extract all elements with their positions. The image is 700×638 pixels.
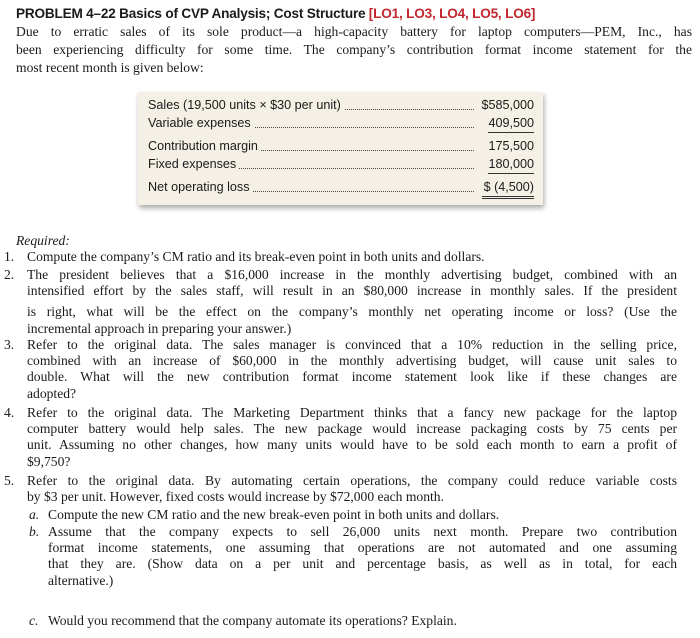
- question-number: 5.: [4, 473, 15, 488]
- row-value: $585,000: [481, 98, 534, 112]
- row-label: Variable expenses: [148, 115, 254, 132]
- subpart-line: Assume that the company expects to sell 26,000 units next month. Prepare two contribution: [48, 524, 677, 539]
- question-line: double. What will the new contribution format income statement look like if these changes are: [27, 369, 677, 385]
- statement-row-contribution-margin: [148, 138, 534, 155]
- subpart-text: [48, 507, 677, 523]
- row-value: 180,000: [488, 156, 534, 174]
- subpart-line: format income statements, one assuming that operations are not automated and one assuming: [48, 540, 677, 556]
- row-label: Fixed expenses: [148, 156, 239, 173]
- question-text: [27, 405, 677, 470]
- subpart-text: [48, 613, 677, 629]
- intro-line: most recent month is given below:: [16, 60, 204, 75]
- statement-row-sales: [148, 97, 534, 114]
- subpart-letter: c.: [29, 613, 39, 628]
- row-value: 175,500: [488, 139, 534, 153]
- subpart-line: Would you recommend that the company automate its operations? Explain.: [48, 613, 457, 628]
- subpart-line: alternative.): [48, 572, 114, 588]
- question-line: is right, what will be the effect on the company’s monthly net operating income or loss? (Use the: [27, 304, 677, 320]
- question-line: intensified effort by the sales staff, will result in an $80,000 increase in monthly sales. If the president: [27, 283, 677, 299]
- subpart-line: that they are. (Show data on a per unit and percentage basis, as well as in total, for each: [48, 556, 677, 572]
- question-line: The president believes that a $16,000 increase in the monthly advertising budget, combined with an: [27, 267, 677, 282]
- question-line: by $3 per unit. However, fixed costs would increase by $72,000 each month.: [27, 489, 444, 505]
- subpart-letter: b.: [29, 524, 40, 539]
- question-line: $9,750?: [27, 453, 71, 469]
- row-value: 409,500: [488, 115, 534, 133]
- question-line: Compute the company’s CM ratio and its break-even point in both units and dollars.: [27, 249, 485, 264]
- question-line: Refer to the original data. By automating certain operations, the company could reduce variable costs: [27, 473, 677, 488]
- problem-intro: [16, 23, 692, 77]
- statement-row-net-operating-loss: [148, 179, 534, 196]
- question-number: 4.: [4, 405, 15, 420]
- subpart-text: [48, 524, 677, 589]
- question-text: [27, 473, 677, 505]
- row-value: $ (4,500): [482, 179, 534, 199]
- intro-line: Due to erratic sales of its sole product—a high-capacity battery for laptop computers—PEM, Inc., has: [16, 24, 692, 39]
- learning-objectives: [LO1, LO3, LO4, LO5, LO6]: [368, 6, 536, 21]
- problem-heading: [16, 5, 692, 77]
- question-number: 1.: [4, 249, 15, 264]
- question-line: incremental approach in preparing your answer.): [27, 320, 292, 336]
- required-label: Required:: [16, 233, 70, 248]
- problem-label: PROBLEM 4–22 Basics of CVP Analysis; Cost Structure: [16, 6, 366, 21]
- subpart-letter: a.: [29, 507, 40, 522]
- question-line: adopted?: [27, 385, 77, 401]
- income-statement: [138, 92, 543, 205]
- intro-line: been experiencing difficulty for some time. The company’s contribution format income statement for the: [16, 42, 692, 57]
- question-line: Refer to the original data. The sales manager is convinced that a 10% reduction in the selling price,: [27, 337, 677, 352]
- statement-row-fixed-expenses: [148, 156, 534, 173]
- question-line: Refer to the original data. The Marketing Department thinks that a fancy new package for the laptop: [27, 405, 677, 420]
- question-text: [27, 337, 677, 402]
- subpart-line: Compute the new CM ratio and the new break-even point in both units and dollars.: [48, 507, 500, 522]
- question-text: [27, 267, 677, 337]
- question-number: 3.: [4, 337, 15, 352]
- question-line: unit. Assuming no other changes, how many units would have to be sold each month to earn a profit of: [27, 437, 677, 453]
- question-text: [27, 249, 677, 265]
- row-label: Net operating loss: [148, 179, 253, 196]
- question-number: 2.: [4, 267, 15, 282]
- question-line: combined with an increase of $60,000 in the monthly advertising budget, will cause unit sales to: [27, 353, 677, 369]
- row-label: Contribution margin: [148, 138, 261, 155]
- question-line: computer battery would help sales. The new package would increase packaging costs by 75 cents per: [27, 421, 677, 437]
- row-label: Sales (19,500 units × $30 per unit): [148, 97, 344, 114]
- statement-row-variable-expenses: [148, 115, 534, 132]
